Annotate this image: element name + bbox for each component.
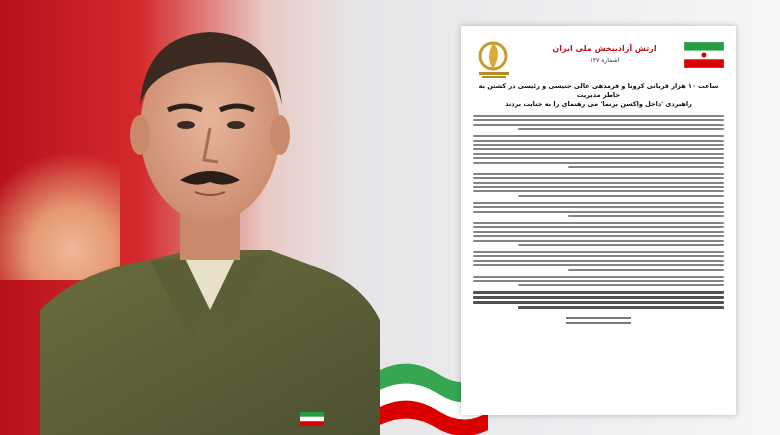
signature-block [473,317,724,324]
document-header [473,38,724,78]
paragraph-7 [473,276,724,287]
iran-flag-icon [684,42,724,68]
portrait-photo [40,10,380,435]
document-title [473,82,724,109]
organization-logo-icon [473,38,519,80]
organization-name: ارتش آزادیبخش ملی ایران [552,44,657,53]
paragraph-4 [473,202,724,217]
paragraph-2 [473,135,724,168]
title-line-2: راهبردی 'داخل واکسن برنما' می رهنمای را به جنایت بردند [505,100,692,108]
paragraph-3 [473,173,724,197]
collar-flag-icon [300,412,324,426]
issue-number: اشماره ۱۳۷ [589,57,620,64]
paragraph-5 [473,222,724,246]
title-line-1: ساعت ۱۰ هزار قربانی کرونا و فرمدهی عالی جنیسی و رئیسی در کشتن به خاطر مدیریت [478,82,719,99]
paragraph-1 [473,115,724,130]
paragraph-8-bold [473,291,724,309]
statement-document [461,26,736,415]
paragraph-6 [473,251,724,271]
